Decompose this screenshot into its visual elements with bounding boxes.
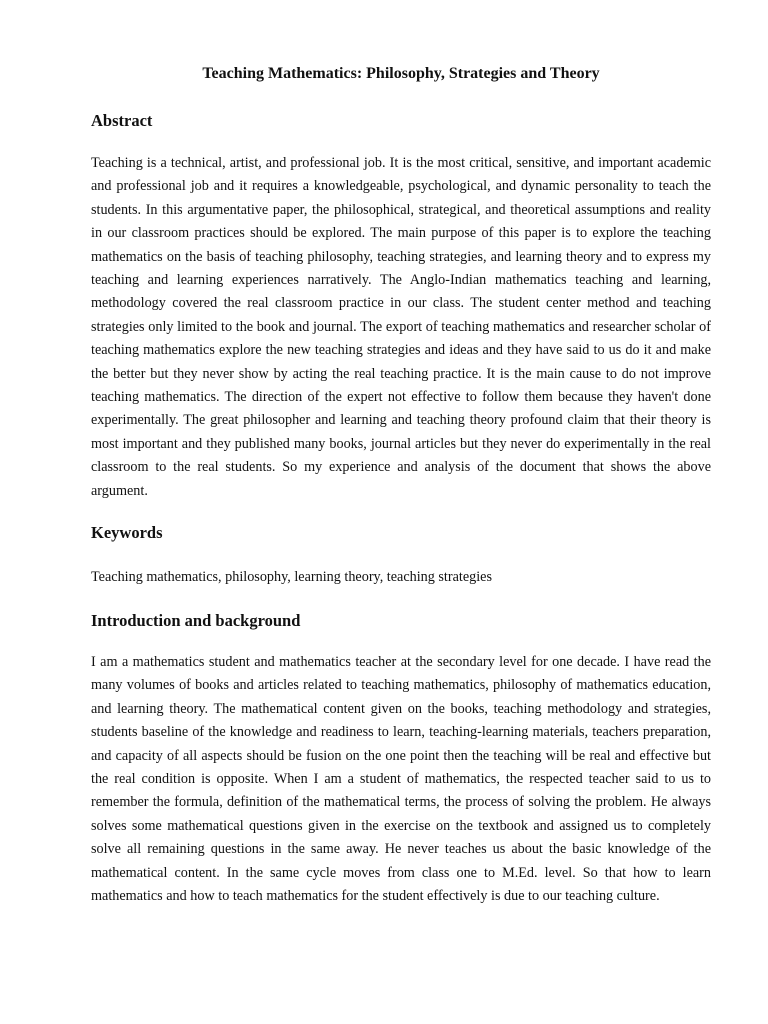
- abstract-paragraph: Teaching is a technical, artist, and professional job. It is the most critical, sensitive, and important academic and professional job and it requires a knowledgeable, psychological, and dynamic personality to teach the students. In this argumentative paper, the philosophical, strategical, and theoretical assumptions and reality in our classroom practices should be explored. The main purpose of this paper is to explore the teaching mathematics on the basis of teaching philosophy, teaching strategies, and learning theory and to express my teaching and learning experiences narratively. The Anglo-Indian mathematics teaching and learning, methodology covered the real classroom practice in our class. The student center method and teaching strategies only limited to the book and journal. The export of teaching mathematics and researcher scholar of teaching mathematics explore the new teaching strategies and ideas and they have said to us do it and make the better but they never show by acting the real teaching practice. It is the main cause to do not improve teaching mathematics. The direction of the expert not effective to follow them because they haven't done experimentally. The great philosopher and learning and teaching theory profound claim that their theory is most important and they published many books, journal articles but they never do experimentally in the real classroom to the real students. So my experience and analysis of the document that shows the above argument.: [91, 155, 711, 499]
- introduction-paragraph: I am a mathematics student and mathematics teacher at the secondary level for one decade. I have read the many volumes of books and articles related to teaching mathematics, philosophy of mathematics education, and learning theory. The mathematical content given on the books, teaching methodology and strategies, students baseline of the knowledge and readiness to learn, teaching-learning materials, teachers preparation, and capacity of all aspects should be fusion on the one point then the teaching will be real and effective but the real condition is opposite. When I am a student of mathematics, the respected teacher said to us to remember the formula, definition of the mathematical terms, the process of solving the problem. He always solves some mathematical questions given in the exercise on the textbook and assigned us to completely solve all remaining questions in the same away. He never teaches us about the basic knowledge of the mathematical content. In the same cycle moves from class one to M.Ed. level. So that how to learn mathematics and how to teach mathematics for the student effectively is due to our teaching culture.: [91, 654, 711, 905]
- document-page: [91, 0, 711, 1024]
- abstract-heading: Abstract: [91, 111, 153, 130]
- paper-title: Teaching Mathematics: Philosophy, Strategies and Theory: [202, 65, 600, 82]
- keywords-paragraph: Teaching mathematics, philosophy, learning theory, teaching strategies: [91, 569, 492, 585]
- keywords-heading: Keywords: [91, 523, 163, 542]
- introduction-heading: Introduction and background: [91, 611, 301, 630]
